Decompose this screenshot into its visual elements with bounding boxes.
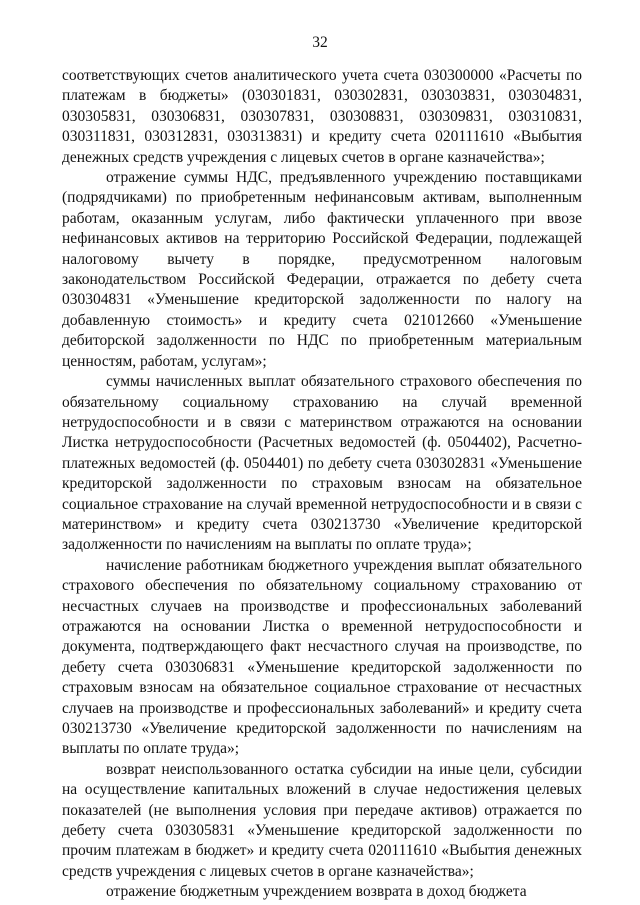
- page-number: 32: [312, 34, 328, 51]
- paragraph-sick-leave: суммы начисленных выплат обязательного страхового обеспечения по обязательному социальному страхованию на случай временной нетрудоспособности и в связи с материнством отражаются на основании Листка нетрудоспособности (Расчетных ведомостей (ф. 0504402), Расчетно-платежных ведомостей (ф. 0504401) по дебету счета 030302831 «Уменьшение кредиторской задолженности по страховым взносам на обязательное социальное страхование на случай временной нетрудоспособности и в связи с материнством» и кредиту счета 030213730 «Увеличение кредиторской задолженности по начислениям на выплаты по оплате труда»;: [62, 373, 582, 554]
- body-text: [62, 66, 582, 903]
- paragraph-budget-return: отражение бюджетным учреждением возврата в доход бюджета: [106, 883, 527, 901]
- paragraph-continuation: соответствующих счетов аналитического учета счета 030300000 «Расчеты по платежам в бюджеты» (030301831, 030302831, 030303831, 030304831, 030305831, 030306831, 030307831, 030308831, 030309831, 030310831, 030311831, 030312831, 030313831) и кредиту счета 020111610 «Выбытия денежных средств учреждения с лицевых счетов в органе казначейства»;: [62, 67, 582, 166]
- paragraph-subsidy-return: возврат неиспользованного остатка субсидии на иные цели, субсидии на осуществление капитальных вложений в случае недостижения целевых показателей (не выполнения условия при передаче активов) отражается по дебету счета 030305831 «Уменьшение кредиторской задолженности по прочим платежам в бюджет» и кредиту счета 020111610 «Выбытия денежных средств учреждения с лицевых счетов в органе казначейства»;: [62, 760, 582, 880]
- paragraph-accident-insurance: начисление работникам бюджетного учреждения выплат обязательного страхового обеспечения по обязательному социальному страхованию от несчастных случаев на производстве и профессиональных заболеваний отражаются на основании Листка о временной нетрудоспособности и документа, подтверждающего факт несчастного случая на производстве, по дебету счета 030306831 «Уменьшение кредиторской задолженности по страховым взносам на обязательное социальное страхование от несчастных случаев на производстве и профессиональных заболеваний» и кредиту счета 030213730 «Увеличение кредиторской задолженности по начислениям на выплаты по оплате труда»;: [62, 556, 582, 758]
- paragraph-vat: отражение суммы НДС, предъявленного учреждению поставщиками (подрядчиками) по приобретенным нефинансовым активам, выполненным работам, оказанным услугам, либо фактически уплаченного при ввозе нефинансовых активов на территорию Российской Федерации, подлежащей налоговому вычету в порядке, предусмотренном налоговым законодательством Российской Федерации, отражается по дебету счета 030304831 «Уменьшение кредиторской задолженности по налогу на добавленную стоимость» и кредиту счета 021012660 «Уменьшение дебиторской задолженности по НДС по приобретенным материальным ценностям, работам, услугам»;: [62, 169, 582, 370]
